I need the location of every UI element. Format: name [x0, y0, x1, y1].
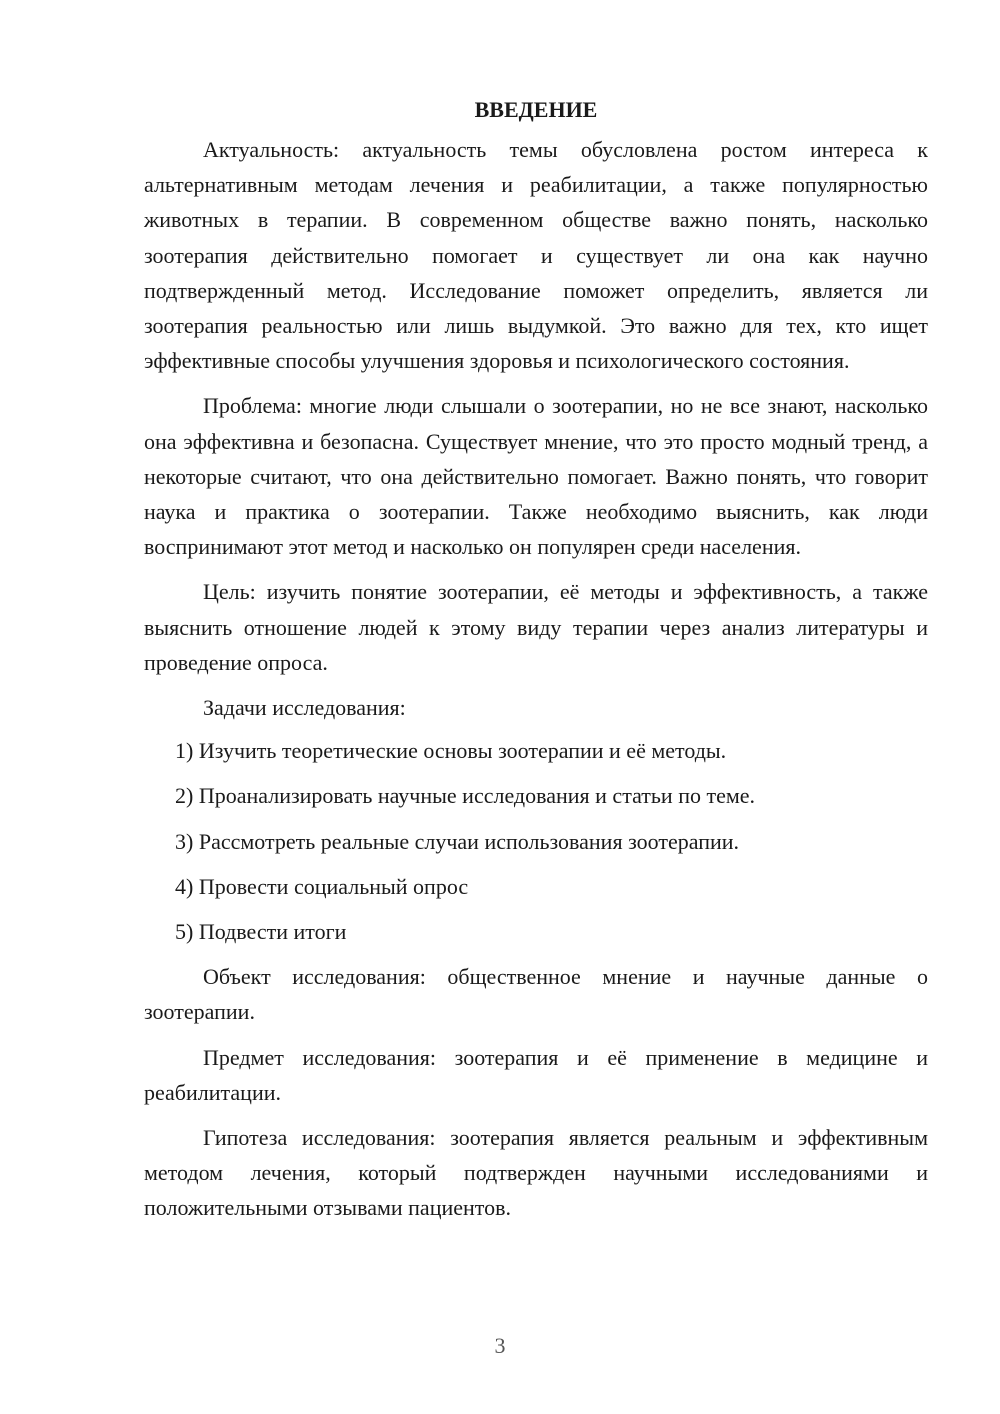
page-number: 3: [494, 1333, 506, 1358]
task-text: Изучить теоретические основы зоотерапии и её методы.: [198, 738, 727, 764]
task-text: Рассмотреть реальные случаи использования зоотерапии.: [198, 828, 740, 854]
document-page: [144, 92, 928, 1236]
paragraph-goal: Цель: изучить понятие зоотерапии, её методы и эффективность, а также выяснить отношение людей к этому виду терапии через анализ литературы и проведение опроса.: [144, 579, 928, 675]
task-text: Проанализировать научные исследования и статьи по теме.: [198, 783, 756, 809]
task-number: 5): [175, 919, 194, 945]
paragraph-hypothesis: Гипотеза исследования: зоотерапия является реальным и эффективным методом лечения, который подтвержден научными исследованиями и положительными отзывами пациентов.: [144, 1125, 928, 1221]
task-item: [144, 824, 928, 859]
page-title: ВВЕДЕНИЕ: [474, 97, 598, 122]
task-text: Подвести итоги: [198, 919, 347, 945]
task-text: Провести социальный опрос: [198, 873, 469, 899]
task-number: 2): [175, 783, 194, 809]
paragraph-object: Объект исследования: общественное мнение и научные данные о зоотерапии.: [144, 964, 928, 1025]
task-item: [144, 733, 928, 768]
task-item: [144, 914, 928, 949]
task-number: 3): [175, 828, 194, 854]
task-number: 4): [175, 873, 194, 899]
task-item: [144, 778, 928, 813]
paragraph-relevance: Актуальность: актуальность темы обусловлена ростом интереса к альтернативным методам лечения и реабилитации, а также популярностью животных в терапии. В современном обществе важно понять, насколько зоотерапия действительно помогает и существует ли она как научно подтвержденный метод. Исследование поможет определить, является ли зоотерапия реальностью или лишь выдумкой. Это важно для тех, кто ищет эффективные способы улучшения здоровья и психологического состояния.: [144, 137, 928, 374]
tasks-heading: Задачи исследования:: [203, 695, 406, 721]
task-item: [144, 869, 928, 904]
task-number: 1): [175, 738, 194, 764]
paragraph-subject: Предмет исследования: зоотерапия и её применение в медицине и реабилитации.: [144, 1044, 928, 1105]
paragraph-problem: Проблема: многие люди слышали о зоотерапии, но не все знают, насколько она эффективна и безопасна. Существует мнение, что это просто модный тренд, а некоторые считают, что она действительно помогает. Важно понять, что говорит наука и практика о зоотерапии. Также необходимо выяснить, как люди воспринимают этот метод и насколько он популярен среди населения.: [144, 393, 928, 560]
